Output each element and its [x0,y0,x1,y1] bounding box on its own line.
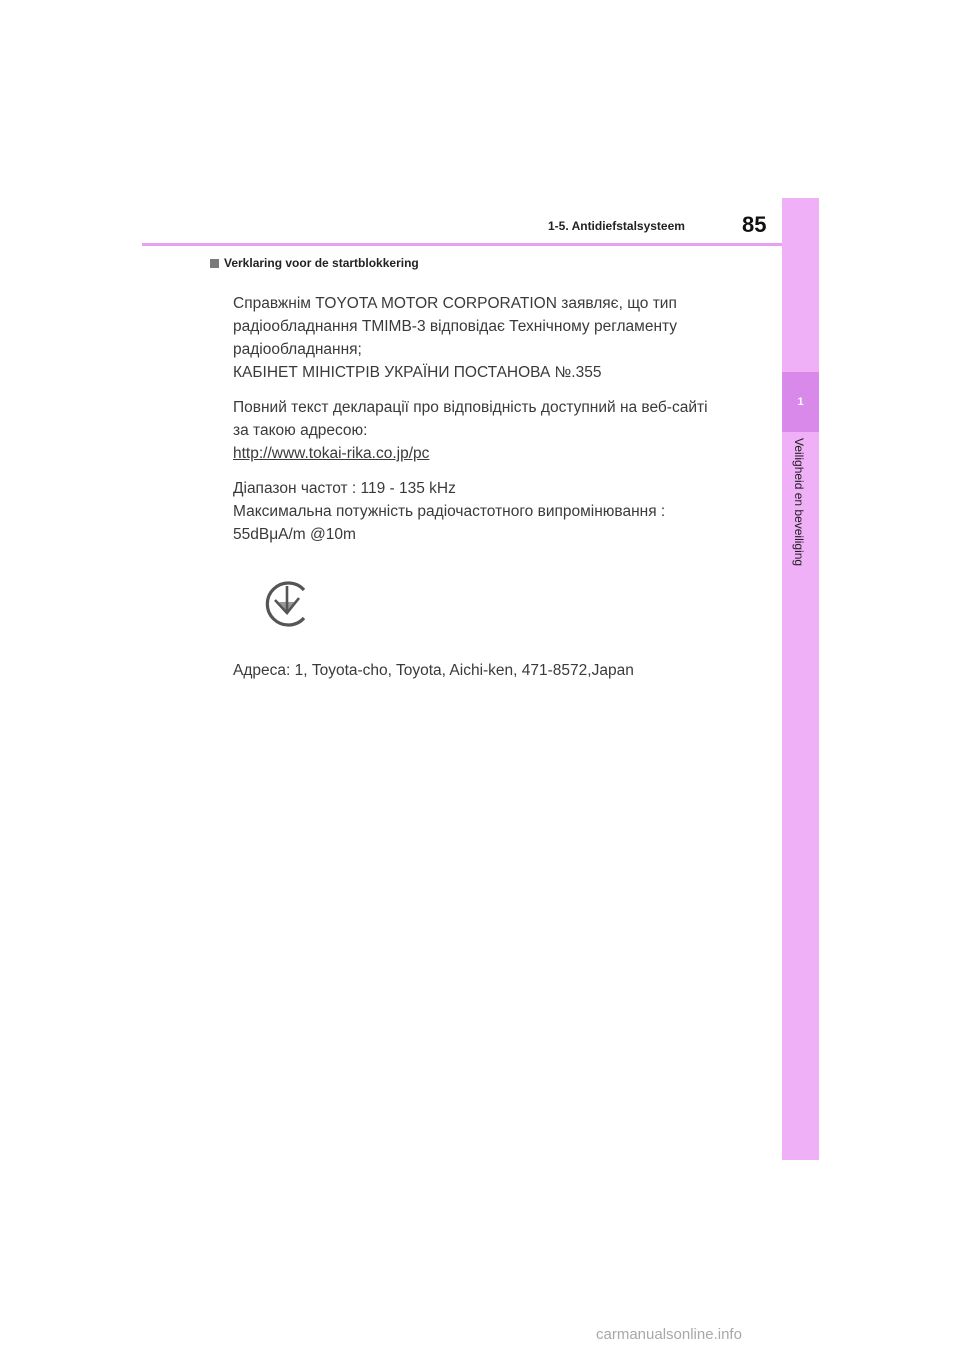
declaration-line: за такою адресою: [233,422,368,439]
manufacturer-address: Адреса: 1, Toyota-cho, Toyota, Aichi-ken, 471-8572,Japan [233,662,634,679]
declaration-line: радіообладнання TMIMB-3 відповідає Технічному регламенту [233,318,678,335]
header-section-title: 1-5. Antidiefstalsysteem [548,219,685,233]
declaration-line: КАБІНЕТ МІНІСТРІВ УКРАЇНИ ПОСТАНОВА №.355 [233,364,602,381]
watermark: carmanualsonline.info [596,1326,742,1343]
declaration-line: Максимальна потужність радіочастотного випромінювання : [233,503,666,520]
side-tab [782,198,819,1160]
declaration-line: Справжнім TOYOTA MOTOR CORPORATION заявляє, що тип [233,295,677,312]
declaration-line: Повний текст декларації про відповідність доступний на веб-сайті [233,399,708,416]
max-power-value: 55dBμA/m @10m [233,526,356,543]
side-chapter-number: 1 [782,372,819,432]
square-bullet-icon [210,259,219,268]
ukrainian-conformity-mark-icon [263,580,311,628]
side-chapter-label: Veiligheid en beveiliging [792,438,806,567]
header-divider [142,243,782,246]
frequency-range: Діапазон частот : 119 - 135 kHz [233,480,456,497]
declaration-url-link[interactable]: http://www.tokai-rika.co.jp/pc [233,445,430,462]
page-number: 85 [742,212,767,237]
declaration-line: радіообладнання; [233,341,362,358]
section-heading [210,256,419,270]
declaration-block [233,292,753,546]
section-heading-text: Verklaring voor de startblokkering [224,256,419,270]
